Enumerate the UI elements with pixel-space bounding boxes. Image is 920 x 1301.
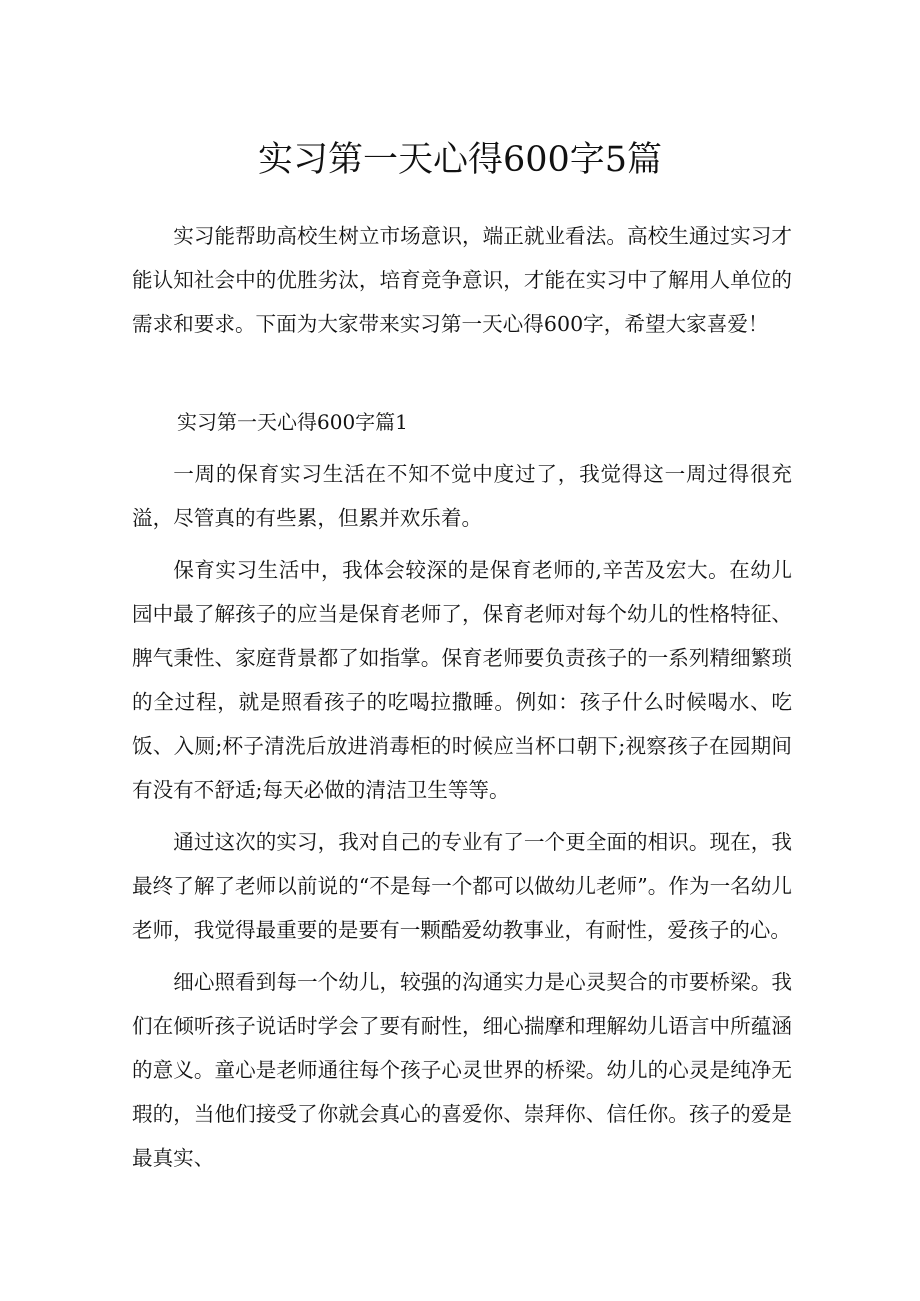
- paragraph-4: 细心照看到每一个幼儿，较强的沟通实力是心灵契合的市要桥梁。我们在倾听孩子说话时学会了要有耐性，细心揣摩和理解幼儿语言中所蕴涵的意义。童心是老师通往每个孩子心灵世界的桥梁。幼儿的心灵是纯净无瑕的，当他们接受了你就会真心的喜爱你、崇拜你、信任你。孩子的爱是最真实、: [132, 970, 792, 1170]
- intro-paragraph: 实习能帮助高校生树立市场意识，端正就业看法。高校生通过实习才能认知社会中的优胜劣汰，培育竞争意识，才能在实习中了解用人单位的需求和要求。下面为大家带来实习第一天心得600字，希望大家喜爱！: [132, 224, 792, 336]
- document-title: 实习第一天心得600字5篇: [257, 140, 663, 180]
- section-heading: 实习第一天心得600字篇1: [177, 410, 408, 434]
- paragraph-2: 保育实习生活中，我体会较深的是保育老师的,辛苦及宏大。在幼儿园中最了解孩子的应当是保育老师了，保育老师对每个幼儿的性格特征、脾气秉性、家庭背景都了如指掌。保育老师要负责孩子的一系列精细繁琐的全过程，就是照看孩子的吃喝拉撒睡。例如：孩子什么时候喝水、吃饭、入厕;杯子清洗后放进消毒柜的时候应当杯口朝下;视察孩子在园期间有没有不舒适;每天必做的清洁卫生等等。: [132, 558, 792, 802]
- paragraph-1: 一周的保育实习生活在不知不觉中度过了，我觉得这一周过得很充溢，尽管真的有些累，但累并欢乐着。: [132, 462, 792, 530]
- paragraph-3: 通过这次的实习，我对自己的专业有了一个更全面的相识。现在，我最终了解了老师以前说的“不是每一个都可以做幼儿老师”。作为一名幼儿老师，我觉得最重要的是要有一颗酷爱幼教事业，有耐性，爱孩子的心。: [132, 830, 792, 942]
- intro-block: [132, 214, 792, 354]
- content-block: [132, 452, 792, 1188]
